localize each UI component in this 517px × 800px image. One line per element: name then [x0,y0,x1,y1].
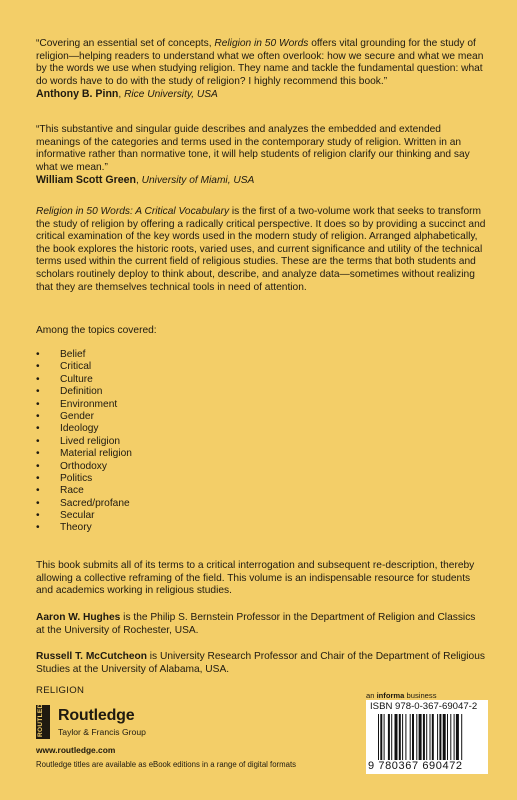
author-bio-text: is the Philip S. Bernstein Professor in the Department of Religion and Classics at the University of Rochester, USA. [36,612,476,636]
endorsement-1 [36,38,486,102]
author-bio-2 [36,651,486,676]
endorsement-1-book-title: Religion in 50 Words [214,38,309,49]
bullet-icon: • [36,373,40,385]
description-body: is the first of a two-volume work that seeks to transform the study of religion by offering a radically critical perspective. It does so by providing a succinct and critical examination of the key words used in the modern study of religion. Arranged alphabetically, the book explores the historic roots, varied uses, and current significance and utility of the technical terms used within the current field of religious studies. These are the terms that both students and scholars routinely deploy to think about, describe, and analyze data—sometimes without realizing that they are themselves technical tools in need of attention. [36,206,486,293]
ebook-footnote: Routledge titles are available as eBook editions in a range of digital formats [36,760,297,769]
author-name: Russell T. McCutcheon [36,651,147,662]
topic-label: Material religion [60,448,132,460]
topic-label: Environment [60,398,118,410]
topic-item [36,498,486,510]
endorser-name: William Scott Green [36,174,136,187]
routledge-mark-icon: ROUTLEDGE [36,705,50,739]
closing-text: This book submits all of its terms to a critical interrogation and subsequent re-description, thereby allowing a collective reframing of the field. This volume is an indispensable resource for students and academics working in religious studies. [36,560,475,597]
endorsement-2-text: “This substantive and singular guide describes and analyzes the embedded and extended meanings of the categories and terms used in the contemporary study of religion. Written in an informative rather than normative tone, it will help students of religion clarify our thinking and say what we mean.” [36,124,470,173]
endorser-affiliation: University of Miami, USA [141,175,255,187]
publisher-group: Taylor & Francis Group [58,727,146,737]
bullet-icon: • [36,410,40,422]
barcode-box [366,700,488,774]
topic-label: Race [60,485,84,497]
topic-item [36,423,486,435]
topic-item [36,411,486,423]
topic-item [36,473,486,485]
topic-item [36,522,486,534]
topics-intro: Among the topics covered: [36,325,157,336]
bullet-icon: • [36,472,40,484]
endorsement-1-attribution: Anthony B. Pinn, Rice University, USA [36,88,218,101]
isbn-number: ISBN 978-0-367-69047-2 [370,701,478,712]
bullet-icon: • [36,423,40,435]
topics-section [36,325,486,338]
bullet-icon: • [36,361,40,373]
topic-label: Politics [60,472,93,484]
topic-item [36,386,486,398]
publisher-logo [36,693,216,739]
bullet-icon: • [36,435,40,447]
bullet-icon: • [36,522,40,534]
bullet-icon: • [36,485,40,497]
topics-list-wrap [36,349,486,535]
bullet-icon: • [36,398,40,410]
author-bio-text: is University Research Professor and Chair of the Department of Religious Studies at the University of Alabama, USA. [36,651,485,675]
bullet-icon: • [36,510,40,522]
author-bio-1 [36,612,486,637]
topic-label: Sacred/profane [60,497,130,509]
informa-brand: informa [376,691,405,700]
topic-label: Secular [60,510,95,522]
endorser-name: Anthony B. Pinn [36,88,119,101]
topic-item [36,374,486,386]
topic-item [36,399,486,411]
topic-item [36,436,486,448]
topic-label: Belief [60,349,86,360]
topic-label: Theory [60,522,92,534]
endorsement-2-attribution: William Scott Green, University of Miami, USA [36,174,255,187]
topic-item [36,510,486,522]
topic-item [36,349,486,361]
topic-label: Orthodoxy [60,460,107,472]
author-name: Aaron W. Hughes [36,612,121,623]
topic-item [36,461,486,473]
topic-label: Culture [60,373,93,385]
topic-label: Critical [60,361,92,373]
publisher-website: www.routledge.com [36,745,116,755]
barcode-icon [378,714,484,760]
endorser-affiliation: Rice University, USA [124,89,218,101]
topic-label: Definition [60,386,103,398]
endorsement-1-text: “Covering an essential set of concepts, Religion in 50 Words offers vital grounding for the study of religion—helping readers to understand what we often overlook: how we secure and what we mean by the words we use when studying religion. They name and tackle the fundamental question: what do words have to do with the study of religion? I highly recommend this book.” [36,38,484,87]
barcode-digits: 9 780367 690472 [368,760,463,772]
informa-line: an informa business [366,691,437,700]
topic-label: Gender [60,410,94,422]
endorsement-2 [36,124,486,188]
bullet-icon: • [36,460,40,472]
topic-label: Lived religion [60,435,121,447]
publisher-name: Routledge [58,707,135,724]
bullet-icon: • [36,349,40,360]
bullet-icon: • [36,497,40,509]
bullet-icon: • [36,448,40,460]
topic-item [36,448,486,460]
closing-paragraph [36,560,486,598]
topic-item [36,361,486,373]
book-description [36,206,486,294]
subject-category: RELIGION [36,685,85,696]
topic-item [36,485,486,497]
bullet-icon: • [36,386,40,398]
topics-list [36,349,486,535]
description-book-title: Religion in 50 Words: A Critical Vocabulary [36,206,230,217]
topic-label: Ideology [60,423,99,435]
